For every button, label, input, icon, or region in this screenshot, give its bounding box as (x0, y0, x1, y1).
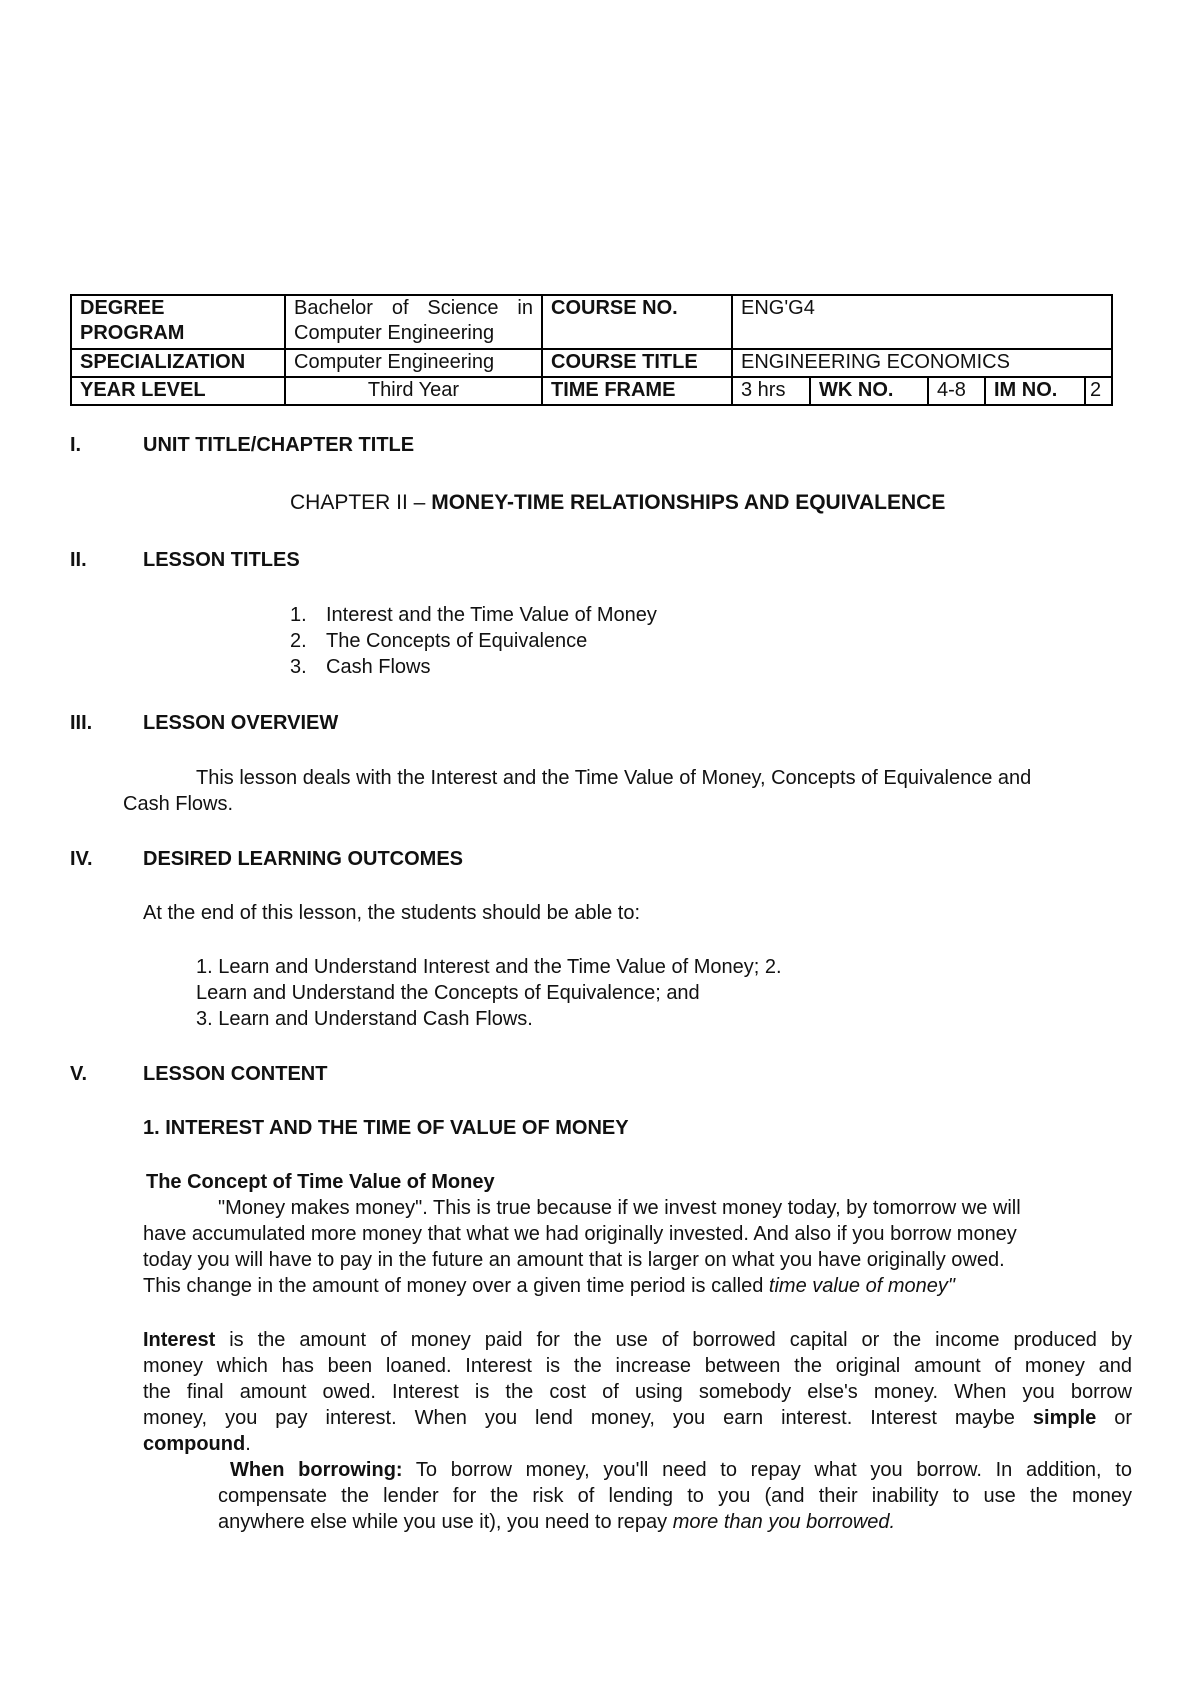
overview-line-1: This lesson deals with the Interest and the Time Value of Money, Concepts of Equivalence and (196, 767, 1032, 789)
interest-line-3: the final amount owed. Interest is the cost of using somebody else's money. When you borrow (143, 1381, 1132, 1403)
interest-paragraph (143, 1327, 1132, 1457)
time-frame-value: 3 hrs (732, 377, 810, 405)
wk-no-label: WK NO. (810, 377, 928, 405)
outcome-line-1: 1. Learn and Understand Interest and the Time Value of Money; 2. (196, 956, 782, 978)
interest-line-2: money which has been loaned. Interest is the increase between the original amount of money and (143, 1355, 1132, 1377)
chapter-prefix: CHAPTER II – (290, 491, 432, 514)
lesson-subheading: 1. INTEREST AND THE TIME OF VALUE OF MONEY (143, 1117, 629, 1139)
outcomes-intro: At the end of this lesson, the students should be able to: (143, 902, 641, 924)
list-item: 3. Cash Flows (290, 656, 431, 678)
concept-heading: The Concept of Time Value of Money (146, 1171, 495, 1193)
course-info-table (70, 294, 1113, 406)
section-4-number: IV. (70, 848, 93, 870)
section-3-title: LESSON OVERVIEW (143, 712, 339, 734)
section-2-title: LESSON TITLES (143, 549, 300, 571)
wk-no-value: 4-8 (928, 377, 985, 405)
im-no-label: IM NO. (985, 377, 1085, 405)
borrowing-paragraph (218, 1457, 1132, 1535)
borrowing-line-3: anywhere else while you use it), you need to repay more than you borrowed. (218, 1511, 896, 1533)
interest-line-1: Interest is the amount of money paid for the use of borrowed capital or the income produced by (143, 1329, 1132, 1351)
concept-line-3: today you will have to pay in the future an amount that is larger on what you have originally owed. (143, 1249, 1005, 1271)
course-title-value: ENGINEERING ECONOMICS (732, 349, 1112, 377)
degree-program-label: DEGREE PROGRAM (71, 295, 285, 349)
time-frame-label: TIME FRAME (542, 377, 732, 405)
section-1-title: UNIT TITLE/CHAPTER TITLE (143, 434, 415, 456)
year-level-label: YEAR LEVEL (71, 377, 285, 405)
overview-line-2: Cash Flows. (123, 793, 234, 815)
specialization-value: Computer Engineering (285, 349, 542, 377)
interest-line-5: compound. (143, 1433, 251, 1455)
concept-line-2: have accumulated more money that what we had originally invested. And also if you borrow money (143, 1223, 1017, 1245)
year-level-value: Third Year (285, 377, 542, 405)
course-title-label: COURSE TITLE (542, 349, 732, 377)
section-4-title: DESIRED LEARNING OUTCOMES (143, 848, 464, 870)
course-no-label: COURSE NO. (542, 295, 732, 349)
course-no-value: ENG'G4 (732, 295, 1112, 349)
borrowing-line-1: When borrowing: To borrow money, you'll need to repay what you borrow. In addition, to (230, 1459, 1133, 1481)
section-5-title: LESSON CONTENT (143, 1063, 328, 1085)
degree-program-value: Bachelor of Science in Computer Engineering (285, 295, 542, 349)
lesson-titles-list (290, 602, 657, 680)
chapter-title (290, 490, 945, 516)
interest-line-4: money, you pay interest. When you lend money, you earn interest. Interest maybe simple or (143, 1407, 1133, 1429)
outcome-line-3: 3. Learn and Understand Cash Flows. (196, 1008, 533, 1030)
concept-line-4: This change in the amount of money over a given time period is called time value of money" (143, 1275, 955, 1297)
specialization-label: SPECIALIZATION (71, 349, 285, 377)
section-2-number: II. (70, 549, 87, 571)
chapter-name: MONEY-TIME RELATIONSHIPS AND EQUIVALENCE (431, 491, 946, 514)
section-5-number: V. (70, 1063, 88, 1085)
outcome-line-2: Learn and Understand the Concepts of Equivalence; and (196, 982, 700, 1004)
im-no-value: 2 (1085, 377, 1112, 405)
concept-line-1: "Money makes money". This is true because if we invest money today, by tomorrow we will (218, 1197, 1021, 1219)
section-3-number: III. (70, 712, 93, 734)
borrowing-line-2: compensate the lender for the risk of lending to you (and their inability to use the money (218, 1485, 1132, 1507)
list-item: 2. The Concepts of Equivalence (290, 630, 588, 652)
list-item: 1. Interest and the Time Value of Money (290, 604, 657, 626)
section-1-number: I. (70, 434, 82, 456)
